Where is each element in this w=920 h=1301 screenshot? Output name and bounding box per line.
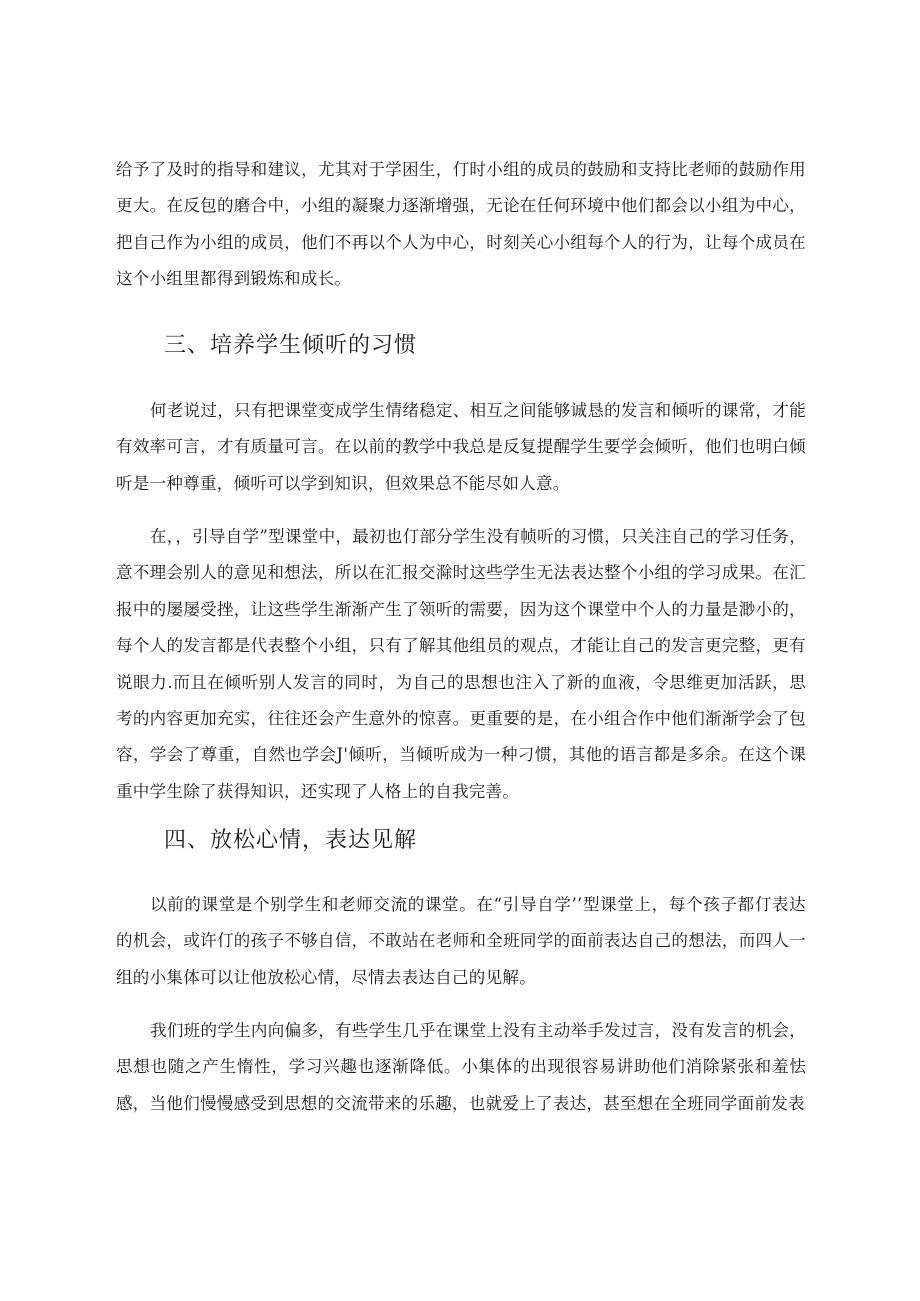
paragraph-listening-detail: 在，，引导自学”型课堂中，最初也仃部分学生没有帧听的习惯，只关注自己的学习任务，意不理会别人的意见和想法，所以在汇报交滁时这些学生无法表达整个小组的学习成果。在汇报中的屡屡受挫，让这些学生渐渐产生了领听的需要，因为这个课堂中个人的力量是渺小的，每个人的发言都是代表整个小组，只有了解其他组员的观点，才能让自己的发言更完整，更有说眼力.而且在倾听别人发言的同时，为自己的思想也注入了新的血液，令思维更加活跃，思考的内容更加充实，往往还会产生意外的惊喜。更重要的是，在小组合作中他们渐渐学会了包容，学会了尊重，自然也学会J'倾听，当倾听成为一种刁惯，其他的语言都是多余。在这个课重中学生除了获得知识，还实现了人格上的自我完善。 — [116, 527, 806, 801]
paragraph-listening-intro: 何老说过，只有把课堂变成学生情绪稳定、相互之间能够诚恳的发言和倾听的课常，才能有效率可言，才有质量可言。在以前的教学中我总是反复提醒学生要学会倾听，他们也明白倾听是一种尊重，倾听可以学到知识，但效果总不能尽如人意。 — [116, 401, 806, 493]
paragraph-continued: 给予了及时的指导和建议，尤其对于学困生，仃时小组的成员的鼓励和支持比老师的鼓励作用更大。在反包的磨合中，小组的凝聚力逐渐增强，无论在任何环境中他们都会以小组为中心，把自己作为小组的成员，他们不再以个人为中心，时刻关心小组每个人的行为，让每个成员在这个小组里都得到锻炼和成长。 — [116, 160, 806, 289]
section-heading-4: 四、放松心情，表达见解 — [164, 828, 418, 853]
paragraph-expression-detail: 我们班的学生内向偏多，有些学生几乎在课堂上没有主动举手发过言，没有发言的机会，思想也随之产生惰性，学习兴趣也逐渐降低。小集体的出现很容易讲助他们消除紧张和羞怯感，当他们慢慢感受到思想的交流带来的乐趣，也就爱上了表达，甚至想在全班同学面前发表 — [116, 1021, 806, 1113]
paragraph-expression-intro: 以前的课堂是个别学生和老师交流的课堂。在“引导自学’’型课堂上，每个孩子都仃表达的机会，或许仃的孩子不够自信，不敢站在老师和全班同学的面前表达自己的想法，而四人一组的小集体可以让他放松心情，尽情去表达自己的见解。 — [116, 895, 806, 987]
section-heading-3: 三、培养学生倾听的习惯 — [164, 333, 418, 358]
